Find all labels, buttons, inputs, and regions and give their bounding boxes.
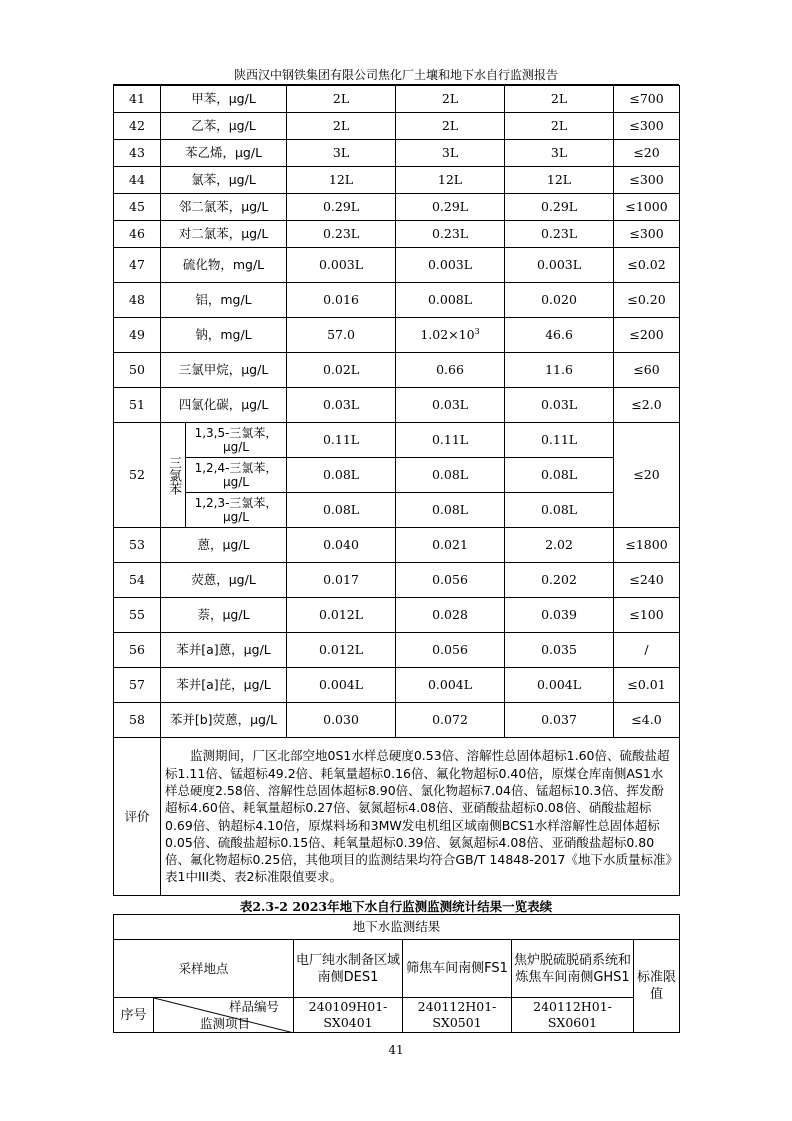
value-site-2: 0.008L bbox=[396, 283, 505, 318]
value-site-2: 0.003L bbox=[396, 248, 505, 283]
value-site-1: 0.016 bbox=[287, 283, 396, 318]
value-site-2: 3L bbox=[396, 140, 505, 167]
row-number: 55 bbox=[114, 598, 161, 633]
value-site-2: 2L bbox=[396, 86, 505, 113]
sub-item-name: 1,2,3-三氯苯，μg/L bbox=[186, 493, 287, 528]
value-site-3: 11.6 bbox=[505, 353, 614, 388]
sampling-location-label: 采样地点 bbox=[114, 940, 294, 998]
value-site-1: 0.02L bbox=[287, 353, 396, 388]
value-site-2: 0.021 bbox=[396, 528, 505, 563]
value-site-3: 3L bbox=[505, 140, 614, 167]
row-number: 58 bbox=[114, 703, 161, 738]
standard-limit: / bbox=[614, 633, 680, 668]
table-row bbox=[114, 388, 680, 423]
group-label-cell bbox=[161, 423, 186, 528]
value-site-1: 0.29L bbox=[287, 194, 396, 221]
value-site-2: 0.056 bbox=[396, 633, 505, 668]
site-name: 焦炉脱硫脱硝系统和炼焦车间南侧GHS1 bbox=[512, 940, 634, 998]
value-site-3: 0.08L bbox=[505, 493, 614, 528]
sample-id: 240112H01-SX0501 bbox=[403, 998, 512, 1033]
item-name: 钠，mg/L bbox=[161, 318, 287, 353]
value-site-1: 12L bbox=[287, 167, 396, 194]
item-name: 乙苯，μg/L bbox=[161, 113, 287, 140]
item-name: 三氯甲烷，μg/L bbox=[161, 353, 287, 388]
table-row bbox=[114, 318, 680, 353]
table-row bbox=[114, 703, 680, 738]
table-row bbox=[114, 458, 680, 493]
continuation-table bbox=[113, 914, 680, 1033]
site-name: 电厂纯水制备区域南侧DES1 bbox=[294, 940, 403, 998]
value-site-1: 0.23L bbox=[287, 221, 396, 248]
value-site-1: 0.040 bbox=[287, 528, 396, 563]
site-name: 筛焦车间南侧FS1 bbox=[403, 940, 512, 998]
item-name: 四氯化碳，μg/L bbox=[161, 388, 287, 423]
row-number: 51 bbox=[114, 388, 161, 423]
value-site-1: 2L bbox=[287, 86, 396, 113]
value-site-2: 0.08L bbox=[396, 493, 505, 528]
item-name: 苯并[a]芘，μg/L bbox=[161, 668, 287, 703]
value-site-3: 46.6 bbox=[505, 318, 614, 353]
value-site-3: 0.004L bbox=[505, 668, 614, 703]
table-row bbox=[114, 563, 680, 598]
value-site-2: 0.072 bbox=[396, 703, 505, 738]
item-name: 苯并[b]荧蒽，μg/L bbox=[161, 703, 287, 738]
standard-limit: ≤700 bbox=[614, 86, 680, 113]
table-row bbox=[114, 423, 680, 458]
table-row bbox=[114, 221, 680, 248]
value-site-1: 0.08L bbox=[287, 493, 396, 528]
item-name: 邻二氯苯，μg/L bbox=[161, 194, 287, 221]
value-site-2: 0.29L bbox=[396, 194, 505, 221]
evaluation-label: 评价 bbox=[114, 738, 161, 896]
group-label: 三氯苯 bbox=[166, 455, 181, 495]
value-site-2: 0.03L bbox=[396, 388, 505, 423]
standard-limit: ≤300 bbox=[614, 113, 680, 140]
value-site-2: 0.66 bbox=[396, 353, 505, 388]
value-site-1: 0.030 bbox=[287, 703, 396, 738]
row-number: 54 bbox=[114, 563, 161, 598]
value-base: 1.02×10 bbox=[420, 327, 475, 342]
value-site-1: 0.012L bbox=[287, 598, 396, 633]
standard-limit-header: 标准限值 bbox=[634, 940, 680, 1033]
item-name: 苯并[a]蒽，μg/L bbox=[161, 633, 287, 668]
value-site-3: 0.08L bbox=[505, 458, 614, 493]
sub-item-name: 1,3,5-三氯苯，μg/L bbox=[186, 423, 287, 458]
value-site-2: 0.004L bbox=[396, 668, 505, 703]
row-number: 42 bbox=[114, 113, 161, 140]
table-row bbox=[114, 194, 680, 221]
value-site-3: 0.037 bbox=[505, 703, 614, 738]
sample-id: 240109H01-SX0401 bbox=[294, 998, 403, 1033]
table-row bbox=[114, 167, 680, 194]
results-table bbox=[113, 85, 680, 896]
caption-number: 表2.3-2 bbox=[239, 899, 288, 914]
item-name: 对二氯苯，μg/L bbox=[161, 221, 287, 248]
value-site-2: 0.056 bbox=[396, 563, 505, 598]
item-name: 甲苯，μg/L bbox=[161, 86, 287, 113]
value-site-2: 0.08L bbox=[396, 458, 505, 493]
value-site-1: 3L bbox=[287, 140, 396, 167]
value-exponent: 3 bbox=[474, 326, 480, 336]
diagonal-header-cell bbox=[154, 998, 294, 1033]
value-site-1: 0.11L bbox=[287, 423, 396, 458]
row-number: 49 bbox=[114, 318, 161, 353]
value-site-2: 0.11L bbox=[396, 423, 505, 458]
table-row bbox=[114, 283, 680, 318]
value-site-1: 0.003L bbox=[287, 248, 396, 283]
table-row bbox=[114, 633, 680, 668]
standard-limit: ≤240 bbox=[614, 563, 680, 598]
value-site-3: 2L bbox=[505, 113, 614, 140]
seq-label: 序号 bbox=[114, 998, 154, 1033]
standard-limit: ≤200 bbox=[614, 318, 680, 353]
page-header: 陕西汉中钢铁集团有限公司焦化厂土壤和地下水自行监测报告 bbox=[233, 68, 558, 82]
item-name: 荧蒽，μg/L bbox=[161, 563, 287, 598]
evaluation-row bbox=[114, 738, 680, 896]
item-name: 蒽，μg/L bbox=[161, 528, 287, 563]
value-site-1: 0.08L bbox=[287, 458, 396, 493]
value-site-1: 2L bbox=[287, 113, 396, 140]
table-row bbox=[114, 915, 680, 940]
row-number: 48 bbox=[114, 283, 161, 318]
table-row bbox=[114, 940, 680, 998]
value-site-2: 0.23L bbox=[396, 221, 505, 248]
page-number: 41 bbox=[388, 1043, 404, 1057]
table-row bbox=[114, 668, 680, 703]
row-number: 46 bbox=[114, 221, 161, 248]
value-site-1: 0.004L bbox=[287, 668, 396, 703]
value-site-3: 0.202 bbox=[505, 563, 614, 598]
value-site-1: 0.012L bbox=[287, 633, 396, 668]
item-name: 苯乙烯，μg/L bbox=[161, 140, 287, 167]
item-name: 铝，mg/L bbox=[161, 283, 287, 318]
sample-id: 240112H01-SX0601 bbox=[512, 998, 634, 1033]
value-site-3: 0.23L bbox=[505, 221, 614, 248]
item-name: 氯苯，μg/L bbox=[161, 167, 287, 194]
table-row bbox=[114, 353, 680, 388]
standard-limit: ≤100 bbox=[614, 598, 680, 633]
value-site-2 bbox=[396, 318, 505, 353]
item-label: 监测项目 bbox=[200, 1016, 251, 1031]
row-number: 53 bbox=[114, 528, 161, 563]
value-site-3: 0.039 bbox=[505, 598, 614, 633]
value-site-1: 0.03L bbox=[287, 388, 396, 423]
standard-limit: ≤20 bbox=[614, 140, 680, 167]
sub-item-name: 1,2,4-三氯苯，μg/L bbox=[186, 458, 287, 493]
table-row bbox=[114, 113, 680, 140]
table-row bbox=[114, 598, 680, 633]
value-site-2: 0.028 bbox=[396, 598, 505, 633]
table-row bbox=[114, 528, 680, 563]
table-row bbox=[114, 493, 680, 528]
table-caption bbox=[0, 897, 792, 915]
value-site-3: 0.29L bbox=[505, 194, 614, 221]
standard-limit: ≤300 bbox=[614, 167, 680, 194]
table-row bbox=[114, 248, 680, 283]
value-site-1: 0.017 bbox=[287, 563, 396, 598]
standard-limit: ≤1000 bbox=[614, 194, 680, 221]
row-number: 43 bbox=[114, 140, 161, 167]
value-site-3: 2L bbox=[505, 86, 614, 113]
table-row bbox=[114, 86, 680, 113]
item-name: 硫化物，mg/L bbox=[161, 248, 287, 283]
standard-limit: ≤20 bbox=[614, 423, 680, 528]
evaluation-text: 监测期间，厂区北部空地0S1水样总硬度0.53倍、溶解性总固体超标1.60倍、硫酸盐超标1.11倍、锰超标49.2倍、耗氧量超标0.16倍、氟化物超标0.40倍，原煤仓库南侧AS1水样总硬度2.58倍、溶解性总固体超标8.90倍、氯化物超标7.04倍、锰超标10.3倍、挥发酚超标4.60倍、耗氧量超标0.27倍、氨氮超标4.08倍、亚硝酸盐超标0.08倍、硝酸盐超标0.69倍、钠超标4.10倍，原煤料场和3MW发电机组区域南侧BCS1水样溶解性总固体超标0.05倍、硫酸盐超标0.15倍、耗氧量超标0.39倍、氨氮超标4.08倍、亚硝酸盐超标0.80倍、氟化物超标0.25倍，其他项目的监测结果均符合GB/T 14848-2017《地下水质量标准》表1中III类、表2标准限值要求。 bbox=[161, 738, 680, 896]
standard-limit: ≤60 bbox=[614, 353, 680, 388]
standard-limit: ≤300 bbox=[614, 221, 680, 248]
table-row bbox=[114, 998, 680, 1033]
value-site-2: 12L bbox=[396, 167, 505, 194]
value-site-2: 2L bbox=[396, 113, 505, 140]
row-number: 52 bbox=[114, 423, 161, 528]
value-site-3: 0.11L bbox=[505, 423, 614, 458]
row-number: 56 bbox=[114, 633, 161, 668]
standard-limit: ≤1800 bbox=[614, 528, 680, 563]
standard-limit: ≤0.20 bbox=[614, 283, 680, 318]
row-number: 41 bbox=[114, 86, 161, 113]
row-number: 45 bbox=[114, 194, 161, 221]
row-number: 50 bbox=[114, 353, 161, 388]
item-name: 萘，μg/L bbox=[161, 598, 287, 633]
value-site-3: 0.03L bbox=[505, 388, 614, 423]
value-site-1: 57.0 bbox=[287, 318, 396, 353]
caption-year: 2023 bbox=[292, 899, 328, 914]
section-title: 地下水监测结果 bbox=[114, 915, 680, 940]
standard-limit: ≤4.0 bbox=[614, 703, 680, 738]
standard-limit: ≤2.0 bbox=[614, 388, 680, 423]
value-site-3: 0.020 bbox=[505, 283, 614, 318]
caption-text: 年地下水自行监测监测统计结果一览表续 bbox=[327, 899, 553, 914]
row-number: 44 bbox=[114, 167, 161, 194]
table-row bbox=[114, 140, 680, 167]
standard-limit: ≤0.02 bbox=[614, 248, 680, 283]
value-site-3: 0.035 bbox=[505, 633, 614, 668]
value-site-3: 2.02 bbox=[505, 528, 614, 563]
sample-no-label: 样品编号 bbox=[228, 999, 279, 1014]
row-number: 47 bbox=[114, 248, 161, 283]
standard-limit: ≤0.01 bbox=[614, 668, 680, 703]
row-number: 57 bbox=[114, 668, 161, 703]
value-site-3: 12L bbox=[505, 167, 614, 194]
value-site-3: 0.003L bbox=[505, 248, 614, 283]
